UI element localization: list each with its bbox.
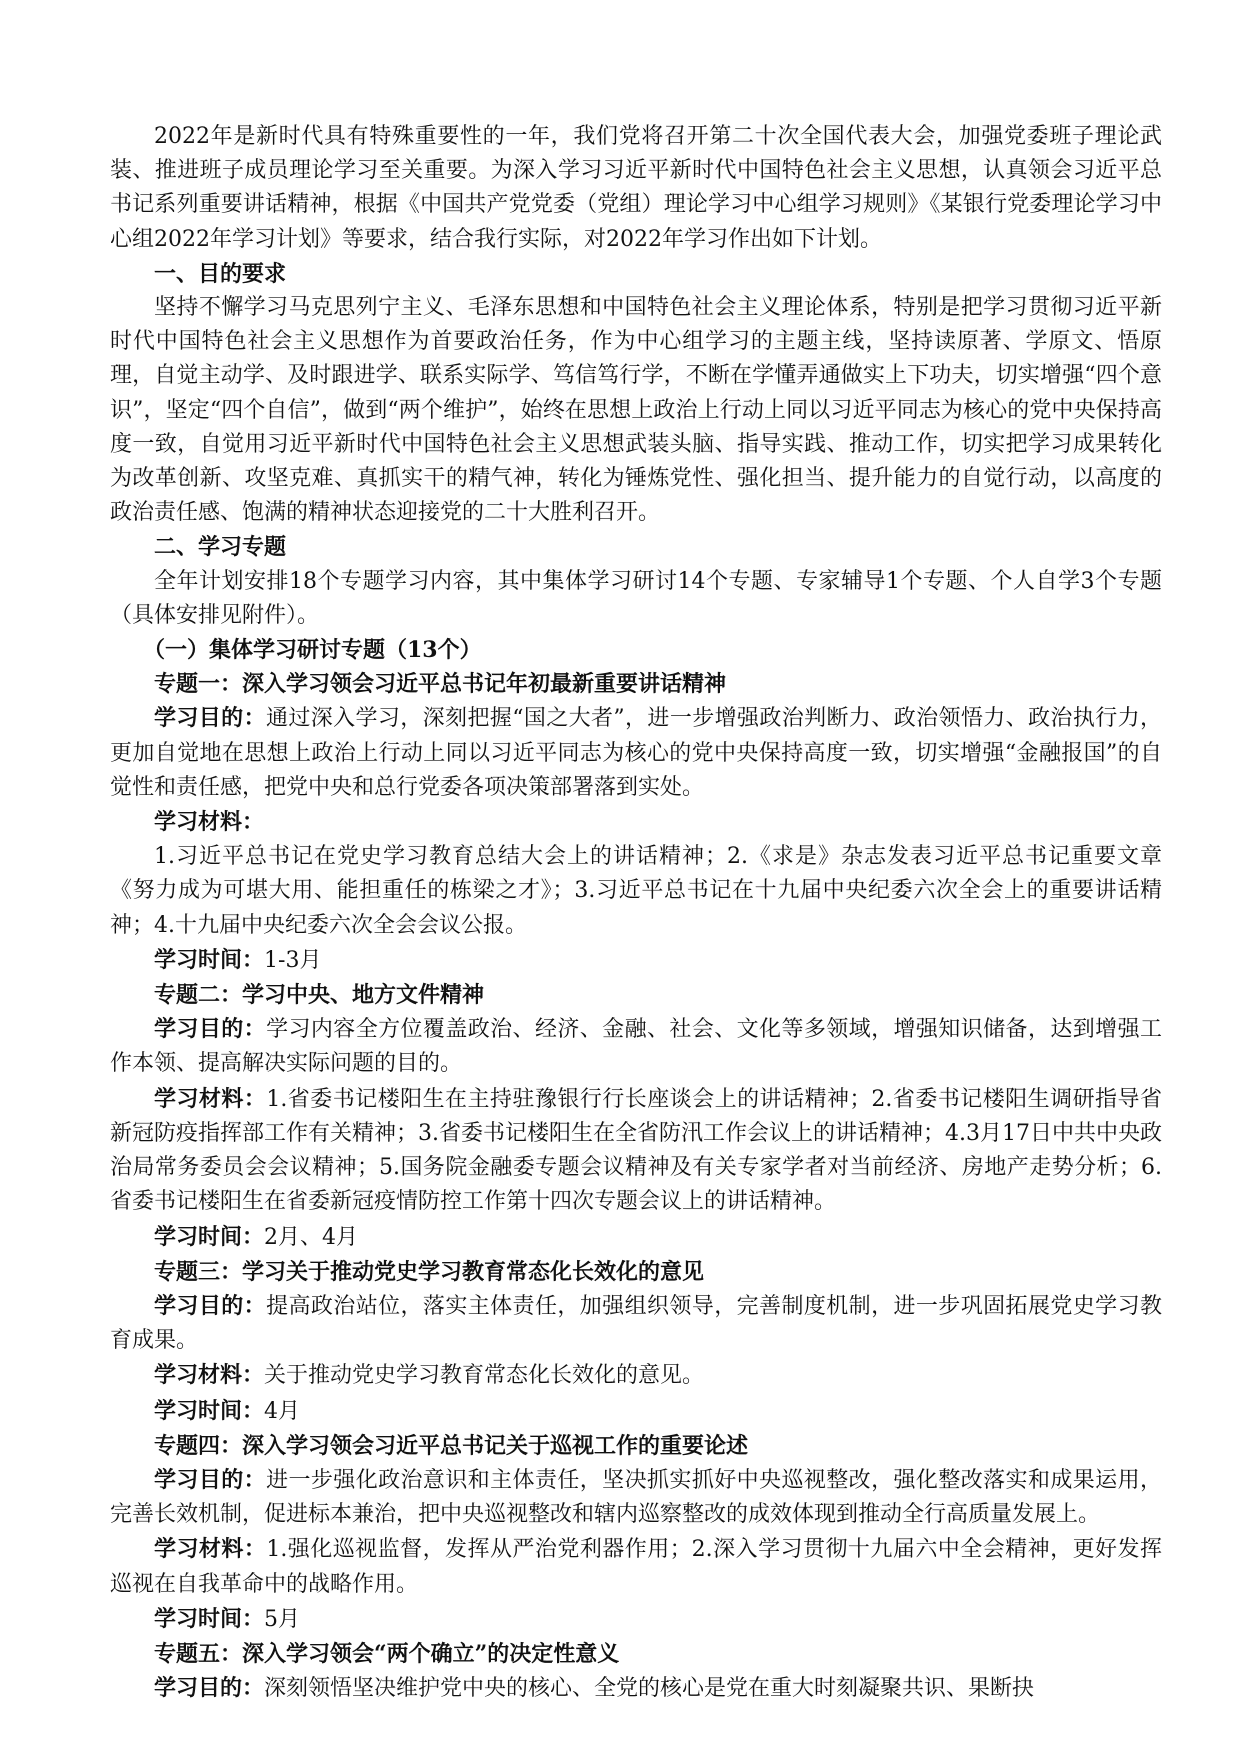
purpose-text: 进一步强化政治意识和主体责任，坚决抓实抓好中央巡视整改，强化整改落实和成果运用，完善长效机制，促进标本兼治，把中央巡视整改和辖内巡察整改的成效体现到推动全行高质量发展上。 bbox=[110, 1467, 1162, 1528]
purpose-label: 学习目的： bbox=[154, 705, 266, 732]
topic-purpose bbox=[110, 701, 1162, 805]
materials-label: 学习材料： bbox=[154, 1085, 267, 1112]
time-label: 学习时间： bbox=[154, 1223, 265, 1250]
time-text: 2月、4月 bbox=[264, 1224, 359, 1250]
topic-purpose bbox=[110, 1012, 1162, 1081]
topic-time bbox=[110, 1602, 1162, 1637]
purpose-label: 学习目的： bbox=[154, 1292, 267, 1319]
purpose-label: 学习目的： bbox=[154, 1016, 267, 1043]
topic-purpose bbox=[110, 1463, 1162, 1532]
time-label: 学习时间： bbox=[154, 1397, 265, 1424]
topic-time bbox=[110, 943, 1162, 978]
time-text: 1-3月 bbox=[264, 947, 322, 973]
intro-paragraph: 2022年是新时代具有特殊重要性的一年，我们党将召开第二十次全国代表大会，加强党委班子理论武装、推进班子成员理论学习至关重要。为深入学习习近平新时代中国特色社会主义思想，认真领会习近平总书记系列重要讲话精神，根据《中国共产党党委（党组）理论学习中心组学习规则》《某银行党委理论学习中心组2022年学习计划》等要求，结合我行实际，对2022年学习作出如下计划。 bbox=[110, 124, 1162, 252]
purpose-text: 通过深入学习，深刻把握“国之大者”，进一步增强政治判断力、政治领悟力、政治执行力，更加自觉地在思想上政治上行动上同以习近平同志为核心的党中央保持高度一致，切实增强“金融报国”的自觉性和责任感，把党中央和总行党委各项决策部署落到实处。 bbox=[110, 706, 1162, 800]
section-heading-goals: 一、目的要求 bbox=[154, 260, 287, 287]
topic-title: 专题一：深入学习领会习近平总书记年初最新重要讲话精神 bbox=[154, 671, 727, 698]
topic-materials-label bbox=[110, 805, 1162, 840]
purpose-text: 提高政治站位，落实主体责任，加强组织领导，完善制度机制，进一步巩固拓展党史学习教育成果。 bbox=[110, 1293, 1162, 1354]
topic-materials-text: 1.习近平总书记在党史学习教育总结大会上的讲话精神；2.《求是》杂志发表习近平总书记重要文章《努力成为可堪大用、能担重任的栋梁之才》；3.习近平总书记在十九届中央纪委六次全会上的重要讲话精神；4.十九届中央纪委六次全会会议公报。 bbox=[110, 844, 1162, 938]
topic-title: 专题三：学习关于推动党史学习教育常态化长效化的意见 bbox=[154, 1258, 705, 1285]
time-text: 5月 bbox=[264, 1606, 301, 1632]
document-body bbox=[110, 120, 1162, 1706]
purpose-label: 学习目的： bbox=[154, 1675, 265, 1702]
section-heading-topics: 二、学习专题 bbox=[154, 534, 287, 561]
topic-materials bbox=[110, 1082, 1162, 1220]
subsection-heading-collective: （一）集体学习研讨专题（13个） bbox=[143, 637, 482, 664]
materials-text: 关于推动党史学习教育常态化长效化的意见。 bbox=[264, 1363, 705, 1389]
topics-overview-paragraph: 全年计划安排18个专题学习内容，其中集体学习研讨14个专题、专家辅导1个专题、个人自学3个专题（具体安排见附件）。 bbox=[110, 568, 1162, 628]
purpose-text: 学习内容全方位覆盖政治、经济、金融、社会、文化等多领域，增强知识储备，达到增强工作本领、提高解决实际问题的目的。 bbox=[110, 1017, 1162, 1077]
time-label: 学习时间： bbox=[154, 1605, 265, 1632]
materials-label: 学习材料： bbox=[154, 1362, 265, 1389]
time-text: 4月 bbox=[264, 1398, 301, 1424]
topic-title: 专题五：深入学习领会“两个确立”的决定性意义 bbox=[154, 1640, 620, 1667]
purpose-text: 深刻领悟坚决维护党中央的核心、全党的核心是党在重大时刻凝聚共识、果断抉 bbox=[264, 1676, 1035, 1702]
topic-purpose bbox=[110, 1671, 1162, 1706]
topic-title: 专题二：学习中央、地方文件精神 bbox=[154, 982, 485, 1009]
topic-time bbox=[110, 1220, 1162, 1255]
topic-time bbox=[110, 1394, 1162, 1429]
materials-text: 1.强化巡视监督，发挥从严治党利器作用；2.深入学习贯彻十九届六中全会精神，更好发挥巡视在自我革命中的战略作用。 bbox=[110, 1537, 1162, 1597]
goals-paragraph: 坚持不懈学习马克思列宁主义、毛泽东思想和中国特色社会主义理论体系，特别是把学习贯彻习近平新时代中国特色社会主义思想作为首要政治任务，作为中心组学习的主题主线，坚持读原著、学原文、悟原理，自觉主动学、及时跟进学、联系实际学、笃信笃行学，不断在学懂弄通做实上下功夫，切实增强“四个意识”，坚定“四个自信”，做到“两个维护”，始终在思想上政治上行动上同以习近平同志为核心的党中央保持高度一致，自觉用习近平新时代中国特色社会主义思想武装头脑、指导实践、推动工作，切实把学习成果转化为改革创新、攻坚克难、真抓实干的精气神，转化为锤炼党性、强化担当、提升能力的自觉行动，以高度的政治责任感、饱满的精神状态迎接党的二十大胜利召开。 bbox=[110, 295, 1162, 526]
topic-materials bbox=[110, 1532, 1162, 1601]
topic-title: 专题四：深入学习领会习近平总书记关于巡视工作的重要论述 bbox=[154, 1432, 749, 1459]
materials-label: 学习材料： bbox=[154, 1536, 267, 1563]
topic-purpose bbox=[110, 1289, 1162, 1358]
materials-text: 1.省委书记楼阳生在主持驻豫银行行长座谈会上的讲话精神；2.省委书记楼阳生调研指导省新冠防疫指挥部工作有关精神；3.省委书记楼阳生在全省防汛工作会议上的讲话精神；4.3月17日中共中央政治局常务委员会会议精神；5.国务院金融委专题会议精神及有关专家学者对当前经济、房地产走势分析；6.省委书记楼阳生在省委新冠疫情防控工作第十四次专题会议上的讲话精神。 bbox=[110, 1086, 1162, 1215]
time-label: 学习时间： bbox=[154, 946, 265, 973]
materials-label: 学习材料： bbox=[154, 809, 265, 836]
purpose-label: 学习目的： bbox=[154, 1466, 267, 1493]
topic-materials bbox=[110, 1358, 1162, 1393]
